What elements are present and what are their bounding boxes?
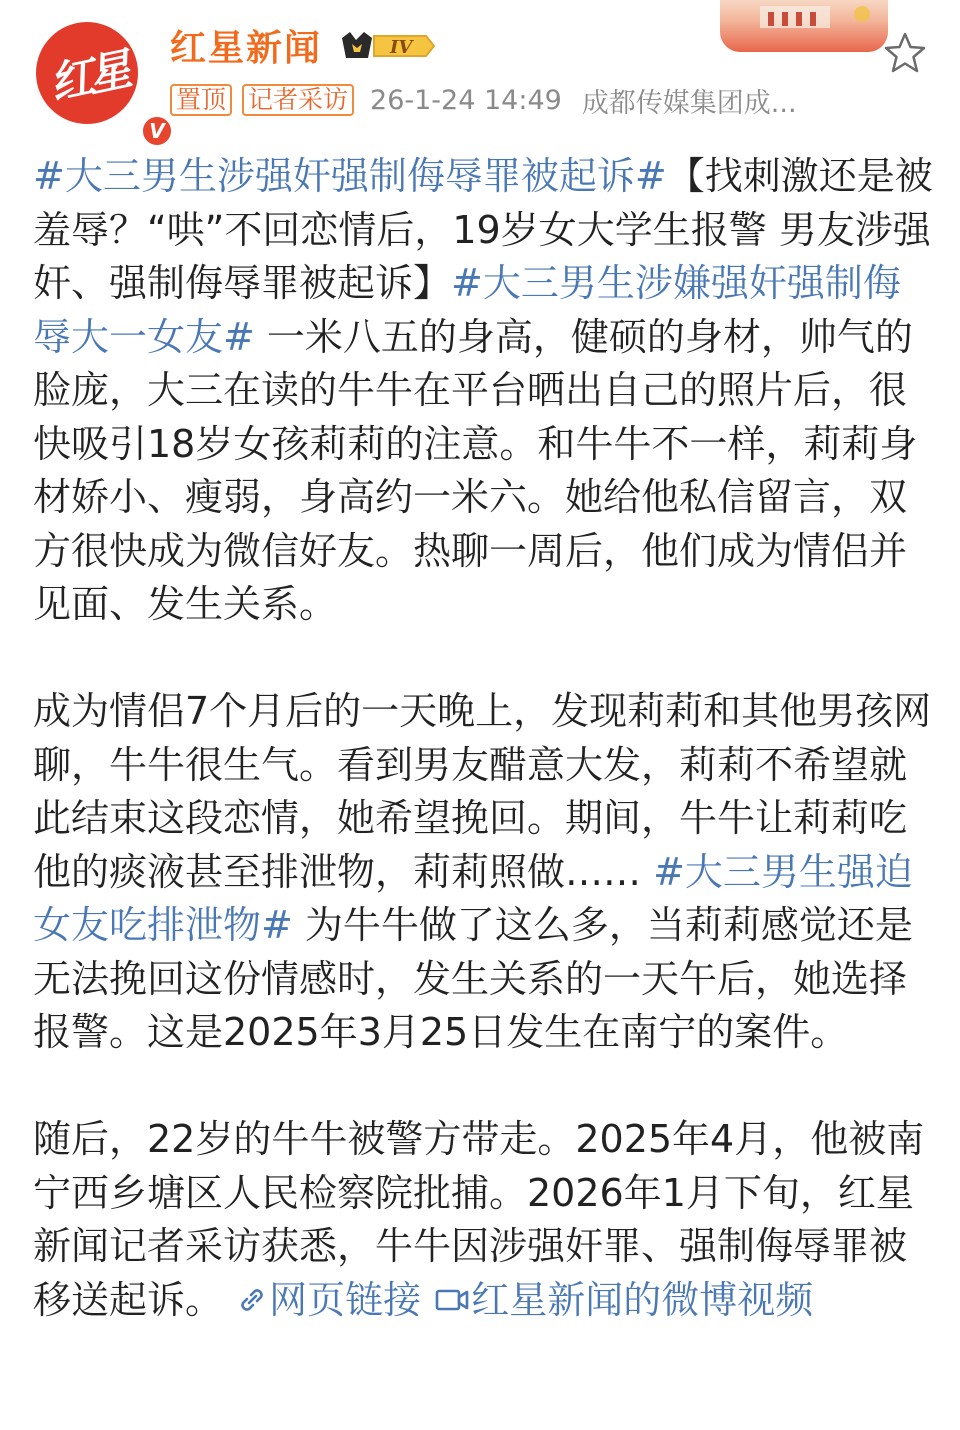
post-paragraph — [33, 1113, 933, 1331]
post-body — [33, 150, 933, 1331]
video-icon — [433, 1278, 471, 1332]
author-name[interactable]: 红星新闻 — [170, 28, 323, 69]
topic-hashtag-link[interactable]: #大三男生涉强奸强制侮辱罪被起诉# — [33, 154, 667, 198]
body-text-segment: 成为情侣7个月后的一天晚上，发现莉莉和其他男孩网聊，牛牛很生气。看到男友醋意大发，莉莉不希望就此结束这段恋情，她希望挽回。期间，牛牛让莉莉吃他的痰液甚至排泄物，莉莉照做…… — [33, 689, 932, 894]
pinned-tag: 置顶 — [170, 84, 232, 116]
verified-badge-icon: V — [140, 114, 174, 148]
post-source[interactable]: 成都传媒集团成... — [581, 87, 797, 119]
topic-hashtag-link[interactable]: #大三男生涉嫌强奸强制侮辱大一女友# — [33, 261, 901, 359]
interview-tag: 记者采访 — [242, 84, 354, 116]
link-label: 红星新闻的微博视频 — [471, 1277, 814, 1322]
link-icon — [235, 1278, 269, 1332]
favorite-star-icon[interactable] — [882, 30, 928, 76]
link-label: 网页链接 — [269, 1277, 422, 1322]
topic-hashtag-link[interactable]: #大三男生强迫女友吃排泄物# — [33, 849, 913, 947]
body-text-segment: 随后，22岁的牛牛被警方带走。2025年4月，他被南宁西乡塘区人民检察院批捕。2026年1月下旬，红星新闻记者采访获悉，牛牛因涉强奸罪、强制侮辱罪被移送起诉。 — [33, 1117, 925, 1322]
author-avatar[interactable] — [36, 22, 165, 143]
header-thumbnail — [720, 0, 888, 52]
weibo-video-link[interactable] — [421, 1278, 813, 1322]
post-header — [0, 0, 960, 143]
rank-label: IV — [390, 37, 413, 58]
post-time: 26-1-24 14:49 — [370, 84, 562, 116]
avatar-text: 红星 — [45, 44, 131, 111]
post-meta — [170, 82, 797, 118]
post-paragraph — [33, 150, 933, 632]
crown-rank-icon — [338, 28, 438, 64]
web-page-link[interactable] — [223, 1278, 421, 1322]
post-paragraph — [33, 685, 933, 1060]
body-text-segment: 为牛牛做了这么多，当莉莉感觉还是无法挽回这份情感时，发生关系的一天午后，她选择报警。这是2025年3月25日发生在南宁的案件。 — [33, 903, 913, 1054]
body-text-segment: 【找刺激还是被羞辱？“哄”不回恋情后，19岁女大学生报警 男友涉强奸、强制侮辱罪被起诉】 — [33, 154, 933, 305]
thumbnail-art — [720, 0, 888, 52]
body-text-segment: 一米八五的身高，健硕的身材，帅气的脸庞，大三在读的牛牛在平台晒出自己的照片后，很快吸引18岁女孩莉莉的注意。和牛牛不一样，莉莉身材娇小、瘦弱，身高约一米六。她给他私信留言，双方很快成为微信好友。热聊一周后，他们成为情侣并见面、发生关系。 — [33, 314, 918, 626]
